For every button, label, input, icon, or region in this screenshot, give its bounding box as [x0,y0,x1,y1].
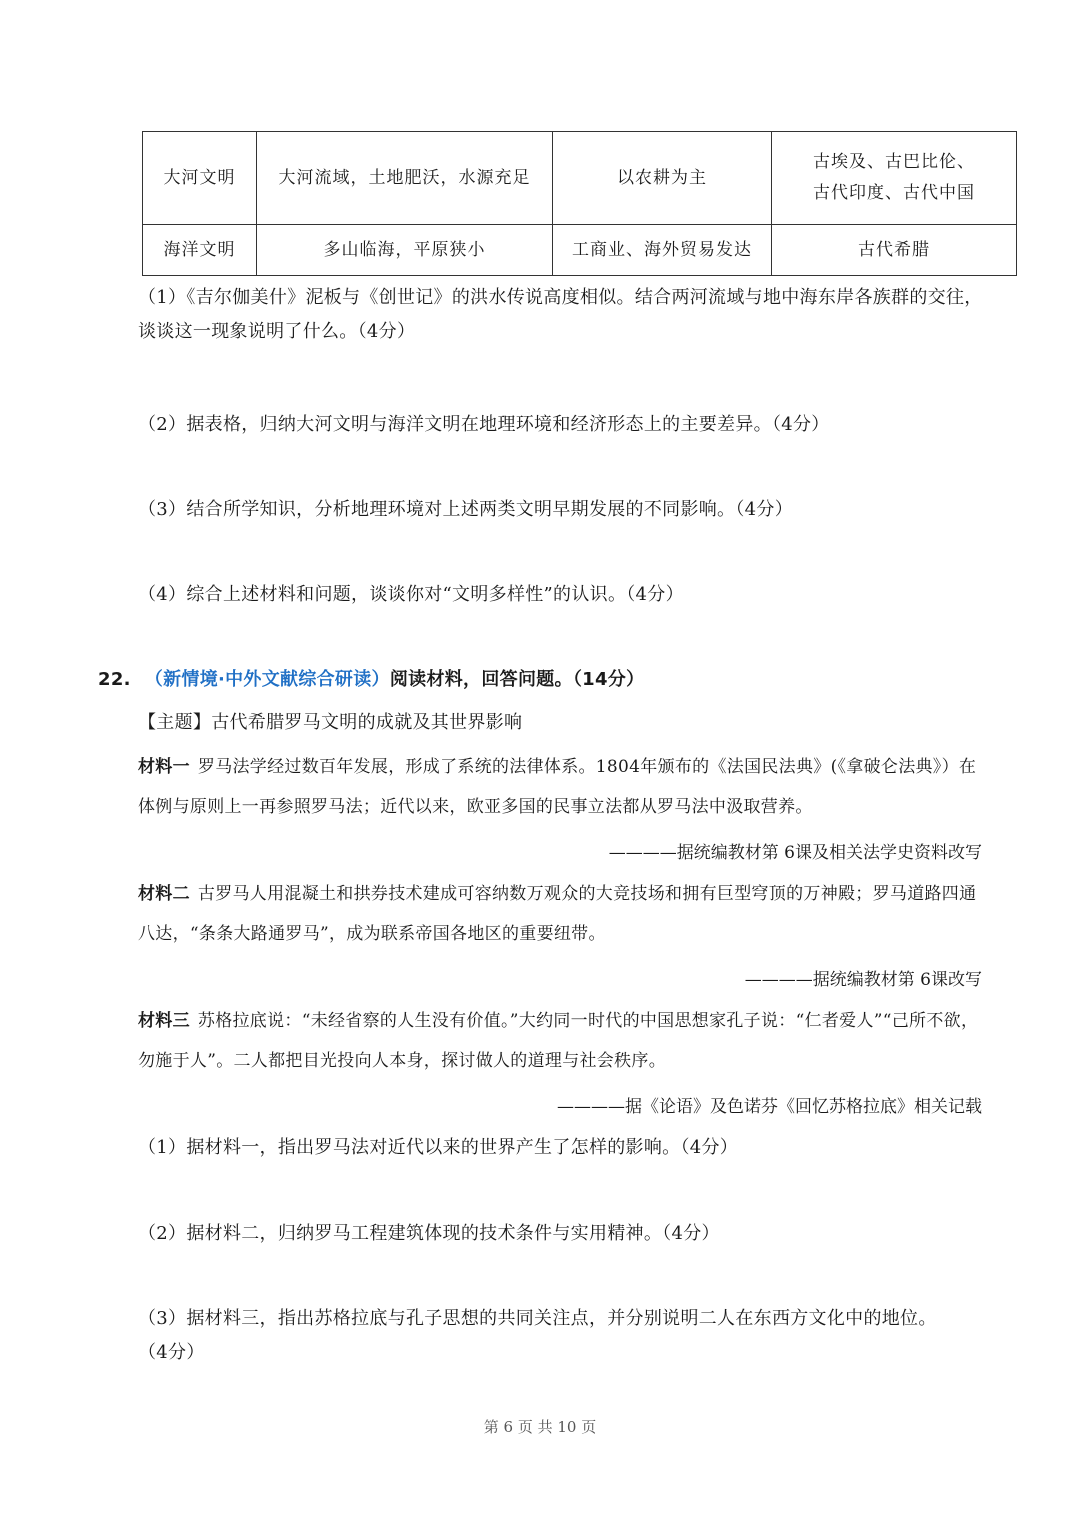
material-source: ————据统编教材第 6课及相关法学史资料改写 [608,843,982,863]
q22-heading [98,663,644,697]
page-footer: 第 6 页 共 10 页 [483,1418,597,1436]
table-cell-line: 古代印度、古代中国 [813,183,975,203]
material-label: 材料三 [138,1011,190,1031]
question-instruction: 阅读材料，回答问题。（14分） [389,669,645,690]
question-tag: （新情境·中外文献综合研读） [144,669,390,690]
material-text: 古罗马人用混凝土和拱券技术建成可容纳数万观众的大竞技场和拥有巨型穹顶的万神殿；罗马道路四通八达，“条条大路通罗马”，成为联系帝国各地区的重要纽带。 [138,884,977,944]
q22-sub3: （3）据材料三，指出苏格拉底与孔子思想的共同关注点，并分别说明二人在东西方文化中的地位。（4分） [138,1308,937,1363]
table-cell-line: 古埃及、古巴比伦、 [813,152,975,172]
material-three [138,1001,984,1081]
material-text: 罗马法学经过数百年发展，形成了系统的法律体系。1804年颁布的《法国民法典》(《拿破仑法典》）在体例与原则上一再参照罗马法；近代以来，欧亚多国的民事立法都从罗马法中汲取营养。 [138,757,977,817]
material-text: 苏格拉底说：“未经省察的人生没有价值。”大约同一时代的中国思想家孔子说：“仁者爱人”“己所不欲，勿施于人”。二人都把目光投向人本身，探讨做人的道理与社会秩序。 [138,1011,979,1071]
q21-sub1: （1）《吉尔伽美什》泥板与《创世记》的洪水传说高度相似。结合两河流域与地中海东岸各族群的交往，谈谈这一现象说明了什么。（4分） [138,287,983,342]
table-cell [772,132,1017,225]
q21-sub2: （2）据表格，归纳大河文明与海洋文明在地理环境和经济形态上的主要差异。（4分） [138,414,830,435]
civilization-table [142,131,1017,276]
table-cell: 以农耕为主 [553,132,772,225]
q22-sub1: （1）据材料一，指出罗马法对近代以来的世界产生了怎样的影响。（4分） [138,1137,739,1158]
question-number: 22. [98,669,131,690]
material-label: 材料一 [138,757,190,777]
material-one [138,747,984,827]
q21-sub3: （3）结合所学知识，分析地理环境对上述两类文明早期发展的不同影响。（4分） [138,499,794,520]
table-cell: 大河文明 [143,132,257,225]
table-cell: 多山临海，平原狭小 [257,225,553,276]
q21-sub4: （4）综合上述材料和问题，谈谈你对“文明多样性”的认识。（4分） [138,584,684,605]
material-source: ————据统编教材第 6课改写 [744,970,982,990]
table-cell: 工商业、海外贸易发达 [553,225,772,276]
material-label: 材料二 [138,884,190,904]
material-two [138,874,984,954]
table-cell: 海洋文明 [143,225,257,276]
material-source: ————据《论语》及色诺芬《回忆苏格拉底》相关记载 [557,1097,982,1117]
table-row [143,132,1017,225]
q22-theme: 【主题】古代希腊罗马文明的成就及其世界影响 [138,712,523,733]
table-cell: 古代希腊 [772,225,1017,276]
q22-sub2: （2）据材料二，归纳罗马工程建筑体现的技术条件与实用精神。（4分） [138,1223,720,1244]
table-row [143,225,1017,276]
table-cell: 大河流域，土地肥沃，水源充足 [257,132,553,225]
